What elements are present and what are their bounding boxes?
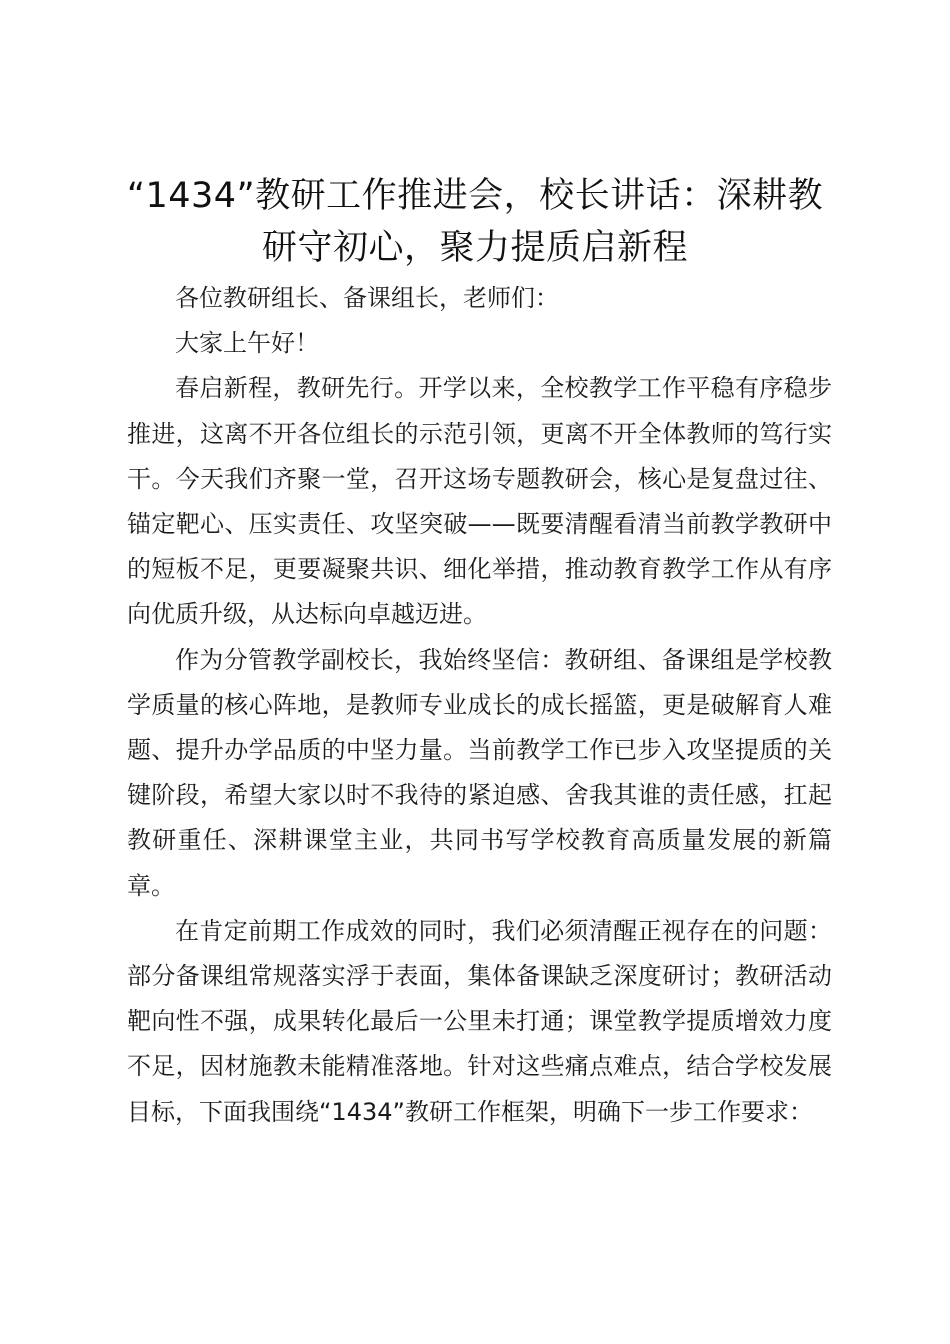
salutation-paragraph: 各位教研组长、备课组长，老师们：: [175, 284, 559, 312]
body-paragraph: 作为分管教学副校长，我始终坚信：教研组、备课组是学校教学质量的核心阵地，是教师专业成长的成长摇篮，更是破解育人难题、提升办学品质的中坚力量。当前教学工作已步入攻坚提质的关键阶段，希望大家以时不我待的紧迫感、舍我其谁的责任感，扛起教研重任、深耕课堂主业，共同书写学校教育高质量发展的新篇章。: [127, 645, 832, 900]
document-body: [127, 276, 832, 1135]
document-title: “1434”教研工作推进会，校长讲话：深耕教研守初心，聚力提质启新程: [126, 176, 824, 268]
body-paragraph: 春启新程，教研先行。开学以来，全校教学工作平稳有序稳步推进，这离不开各位组长的示范引领，更离不开全体教师的笃行实干。今天我们齐聚一堂，召开这场专题教研会，核心是复盘过往、锚定靶心、压实责任、攻坚突破——既要清醒看清当前教学教研中的短板不足，更要凝聚共识、细化举措，推动教育教学工作从有序向优质升级，从达标向卓越迈进。: [127, 374, 832, 629]
greeting-paragraph: 大家上午好！: [175, 329, 319, 358]
body-paragraph: 在肯定前期工作成效的同时，我们必须清醒正视存在的问题：部分备课组常规落实浮于表面，集体备课缺乏深度研讨；教研活动靶向性不强，成果转化最后一公里未打通；课堂教学提质增效力度不足，因材施教未能精准落地。针对这些痛点难点，结合学校发展目标，下面我围绕“1434”教研工作框架，明确下一步工作要求：: [127, 916, 832, 1126]
